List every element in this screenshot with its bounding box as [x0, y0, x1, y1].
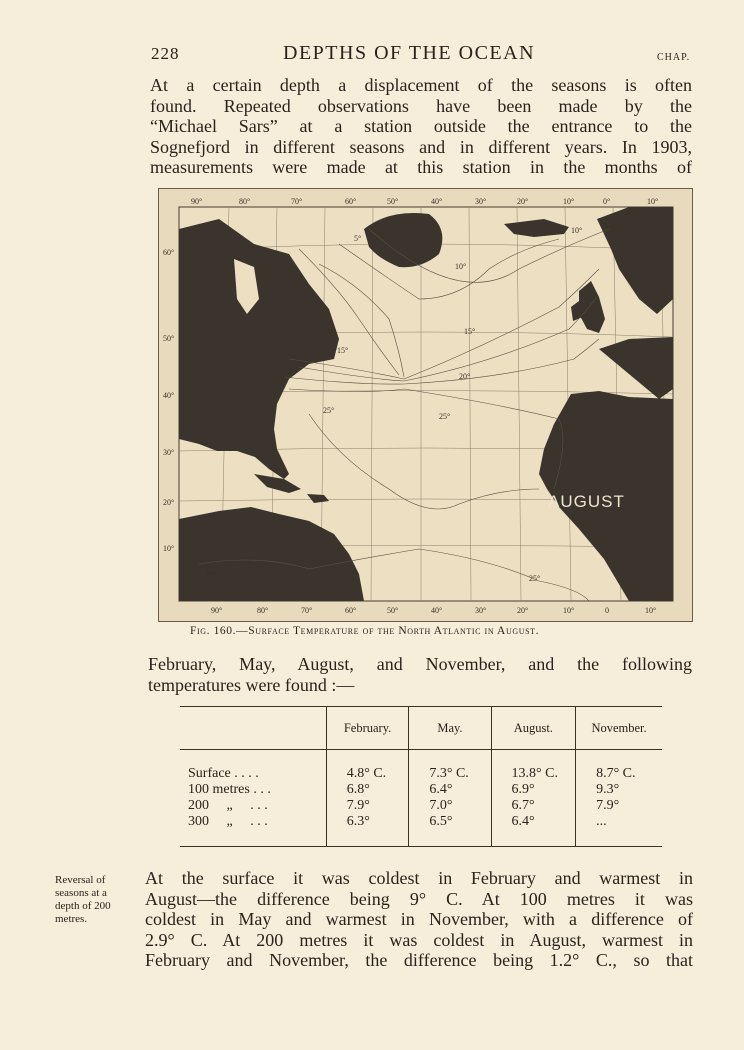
longitude-tick-label: 10° [647, 197, 659, 206]
text-line: At the surface it was coldest in February and warmest in [145, 868, 693, 888]
table-cell: 6.4° [409, 782, 491, 798]
isotherm-label: 15° [337, 346, 349, 355]
table-cell: 6.9° [491, 782, 576, 798]
figure-caption: Fig. 160.—Surface Temperature of the North Atlantic in August. [190, 625, 540, 637]
map-month-label: AUGUST [548, 492, 625, 511]
table-cell: 7.9° [576, 798, 662, 814]
table-row [180, 750, 662, 783]
longitude-tick-label: 50° [387, 197, 399, 206]
depth-label: 300 „ . . . [188, 814, 268, 829]
text-line: Sognefjord in different seasons and in different years. In 1903, [150, 136, 692, 157]
margin-note-line: metres. [55, 913, 88, 925]
table-cell: 6.7° [491, 798, 576, 814]
text-line: temperatures were found :— [148, 674, 355, 695]
latitude-tick-label: 40° [163, 391, 175, 400]
column-header: August. [491, 707, 576, 750]
running-title: DEPTHS OF THE OCEAN [283, 42, 536, 64]
text-line: August—the difference being 9° C. At 100 metres it was [145, 888, 693, 909]
table-row [180, 814, 662, 847]
latitude-tick-label: 20° [163, 498, 175, 507]
column-header: February. [326, 707, 409, 750]
isotherm-label: 10° [455, 262, 467, 271]
table-cell: 7.0° [409, 798, 491, 814]
longitude-tick-label: 80° [239, 197, 251, 206]
longitude-tick-label: 40° [431, 197, 443, 206]
paragraph-2 [148, 654, 692, 695]
longitude-tick-label: 80° [257, 606, 269, 615]
isotherm-label: 25° [205, 570, 217, 579]
longitude-tick-label: 50° [387, 606, 399, 615]
table-row [180, 782, 662, 798]
paragraph-1 [150, 75, 692, 178]
text-line: coldest in May and warmest in November, with a difference of [145, 909, 693, 929]
longitude-tick-label: 30° [475, 197, 487, 206]
longitude-tick-label: 10° [563, 606, 575, 615]
text-line: At a certain depth a displacement of the seasons is often [150, 75, 692, 95]
column-header: May. [409, 707, 491, 750]
isotherm-label: 15° [464, 327, 476, 336]
map-drawing [159, 189, 692, 621]
longitude-tick-label: 10° [563, 197, 575, 206]
isotherm-label: 10° [571, 226, 583, 235]
table-cell: 13.8° C. [491, 750, 576, 783]
table-cell: 7.3° C. [409, 750, 491, 783]
longitude-tick-label: 10° [645, 606, 657, 615]
table-cell: 7.9° [326, 798, 409, 814]
latitude-tick-label: 60° [163, 248, 175, 257]
longitude-tick-label: 60° [345, 606, 357, 615]
column-header [180, 707, 326, 750]
latitude-tick-label: 10° [163, 544, 175, 553]
depth-label: Surface . . . . [188, 766, 259, 781]
table-cell: 4.8° C. [326, 750, 409, 783]
table-cell: 6.5° [409, 814, 491, 847]
table-cell: 6.3° [326, 814, 409, 847]
longitude-tick-label: 0° [603, 197, 611, 206]
north-atlantic-map-figure [158, 188, 693, 622]
table-cell: 6.8° [326, 782, 409, 798]
longitude-tick-label: 90° [211, 606, 223, 615]
page-number: 228 [151, 44, 180, 63]
isotherm-label: 25° [529, 574, 541, 583]
depth-label: 100 metres . . . [188, 782, 271, 797]
table-cell: 8.7° C. [576, 750, 662, 783]
margin-note-line: seasons at a [55, 887, 107, 899]
latitude-tick-label: 30° [163, 448, 175, 457]
longitude-tick-label: 70° [301, 606, 313, 615]
isotherm-label: 5° [354, 234, 362, 243]
isotherm-label: 25° [439, 412, 451, 421]
text-line: found. Repeated observations have been made by the [150, 95, 692, 116]
text-line: February and November, the difference being 1.2° C., so that [145, 950, 693, 970]
column-header: November. [576, 707, 662, 750]
longitude-tick-label: 20° [517, 197, 529, 206]
longitude-tick-label: 0 [605, 606, 609, 615]
text-line: 2.9° C. At 200 metres it was coldest in August, warmest in [145, 929, 693, 950]
table-row [180, 798, 662, 814]
longitude-tick-label: 20° [517, 606, 529, 615]
chapter-label: CHAP. [657, 52, 691, 63]
table-cell: ... [576, 814, 662, 847]
isotherm-label: 20° [459, 372, 471, 381]
longitude-tick-label: 40° [431, 606, 443, 615]
table-cell: 6.4° [491, 814, 576, 847]
seasonal-temperature-table [180, 706, 662, 847]
text-line: “Michael Sars” at a station outside the entrance to the [150, 116, 692, 136]
text-line: measurements were made at this station in the months of [150, 157, 692, 177]
longitude-tick-label: 90° [191, 197, 203, 206]
longitude-tick-label: 70° [291, 197, 303, 206]
margin-note [55, 874, 135, 926]
isotherm-label: 25° [323, 406, 335, 415]
margin-note-line: Reversal of [55, 874, 106, 886]
longitude-tick-label: 30° [475, 606, 487, 615]
margin-note-line: depth of 200 [55, 900, 111, 912]
longitude-tick-label: 60° [345, 197, 357, 206]
table-cell: 9.3° [576, 782, 662, 798]
text-line: February, May, August, and November, and the following [148, 654, 692, 674]
depth-label: 200 „ . . . [188, 798, 268, 813]
latitude-tick-label: 50° [163, 334, 175, 343]
paragraph-3 [145, 868, 693, 971]
